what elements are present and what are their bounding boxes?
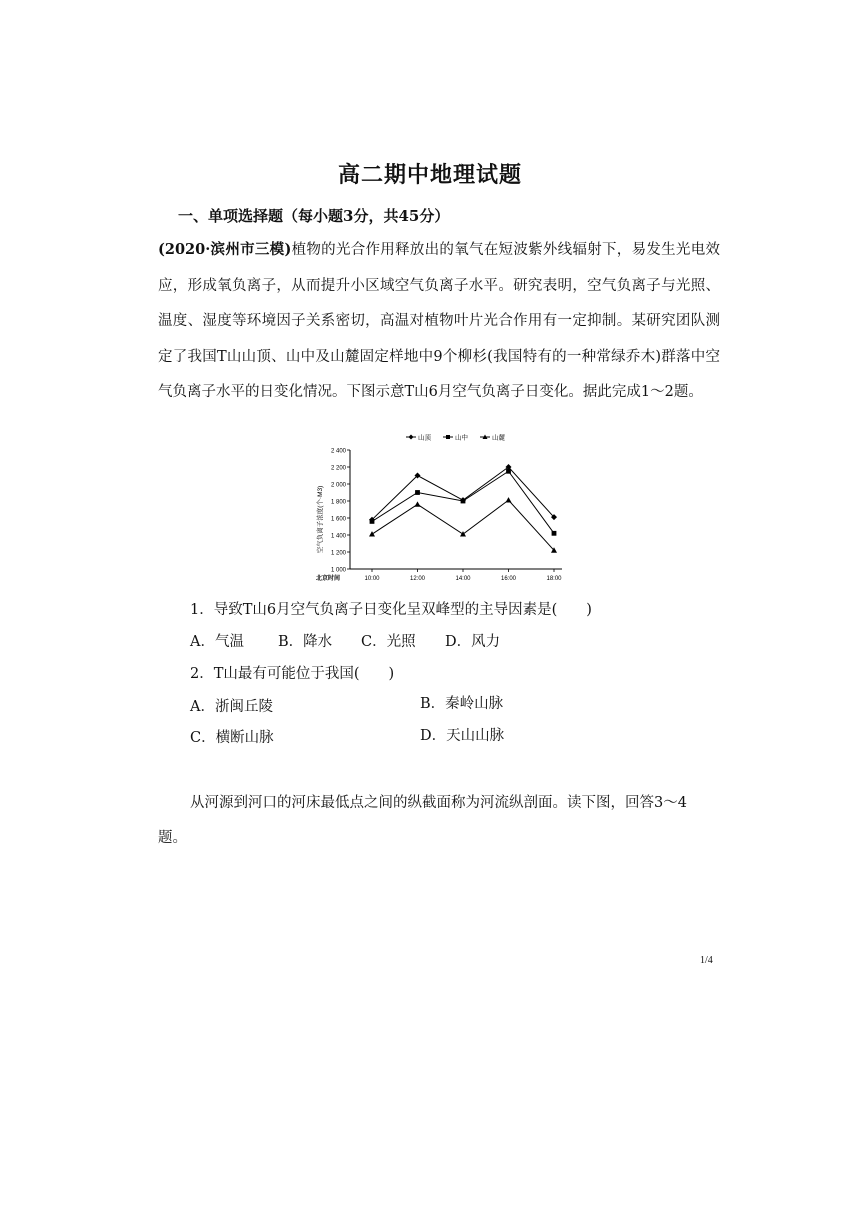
x-tick-label: 12:00 <box>409 576 426 582</box>
data-point <box>415 490 420 495</box>
question-2: 2．T山最有可能位于我国( ) <box>190 666 395 682</box>
y-tick-label: 2 000 <box>330 482 346 489</box>
section-heading: 一、单项选择题（每小题3分，共45分） <box>178 207 450 225</box>
q1-option-a: A．气温 <box>190 634 244 650</box>
x-tick-label: 16:00 <box>500 576 517 582</box>
data-point <box>461 499 466 504</box>
q1-option-d: D．风力 <box>445 634 501 650</box>
legend-marker <box>446 435 450 439</box>
q2-option-b: B．秦岭山脉 <box>420 696 504 712</box>
series-line-3 <box>372 500 554 550</box>
chart <box>310 428 570 590</box>
data-point <box>506 497 512 502</box>
data-point <box>369 531 375 536</box>
x-tick-label: 10:00 <box>364 576 380 582</box>
y-tick-label: 1 600 <box>330 516 346 523</box>
x-tick-label: 18:00 <box>546 576 562 582</box>
question-source: (2020·滨州市三模) <box>158 241 292 258</box>
legend-label: 山顶 <box>418 434 431 442</box>
intro-paragraph <box>158 232 720 411</box>
y-tick-label: 1 800 <box>330 499 346 506</box>
paragraph-2-line-1: 从河源到河口的河床最低点之间的纵截面称为河流纵剖面。读下图，回答3～4 <box>190 795 687 811</box>
q2-option-c: C．横断山脉 <box>190 730 274 746</box>
page-title: 高二期中地理试题 <box>337 162 522 188</box>
series-line-1 <box>372 467 554 520</box>
paragraph-2-line-2: 题。 <box>158 830 187 846</box>
y-tick-label: 1 000 <box>330 567 346 574</box>
q1-option-c: C．光照 <box>361 634 416 650</box>
intro-text: 植物的光合作用释放出的氧气在短波紫外线辐射下，易发生光电效应，形成氧负离子，从而提升小区域空气负离子水平。研究表明，空气负离子与光照、温度、湿度等环境因子关系密切，高温对植物叶片光合作用有一定抑制。某研究团队测定了我国T山山顶、山中及山麓固定样地中9个柳杉(我国特有的一种常绿乔木)群落中空气负离子水平的日变化情况。下图示意T山6月空气负离子日变化。据此完成1～2题。 <box>158 242 720 400</box>
x-axis-label: 北京时间 <box>315 576 341 582</box>
data-point <box>370 519 375 524</box>
y-tick-label: 1 200 <box>330 550 346 557</box>
y-tick-label: 2 400 <box>330 448 346 455</box>
legend-marker <box>409 435 414 440</box>
line-chart <box>310 428 570 590</box>
data-point <box>415 501 421 506</box>
data-point <box>552 531 557 536</box>
data-point <box>506 469 511 474</box>
q2-option-d: D．天山山脉 <box>420 728 505 744</box>
y-axis-label: 空气负离子浓度(个·M3) <box>317 485 324 554</box>
x-tick-label: 14:00 <box>455 576 471 582</box>
q2-option-a: A．浙闽丘陵 <box>190 699 273 715</box>
q1-option-b: B．降水 <box>278 634 333 650</box>
y-tick-label: 2 200 <box>330 465 346 472</box>
page-number: 1/4 <box>700 955 713 966</box>
question-1: 1．导致T山6月空气负离子日变化呈双峰型的主导因素是( ) <box>190 602 592 618</box>
y-tick-label: 1 400 <box>330 533 346 540</box>
legend-label: 山中 <box>455 434 468 442</box>
legend-label: 山麓 <box>492 434 505 442</box>
